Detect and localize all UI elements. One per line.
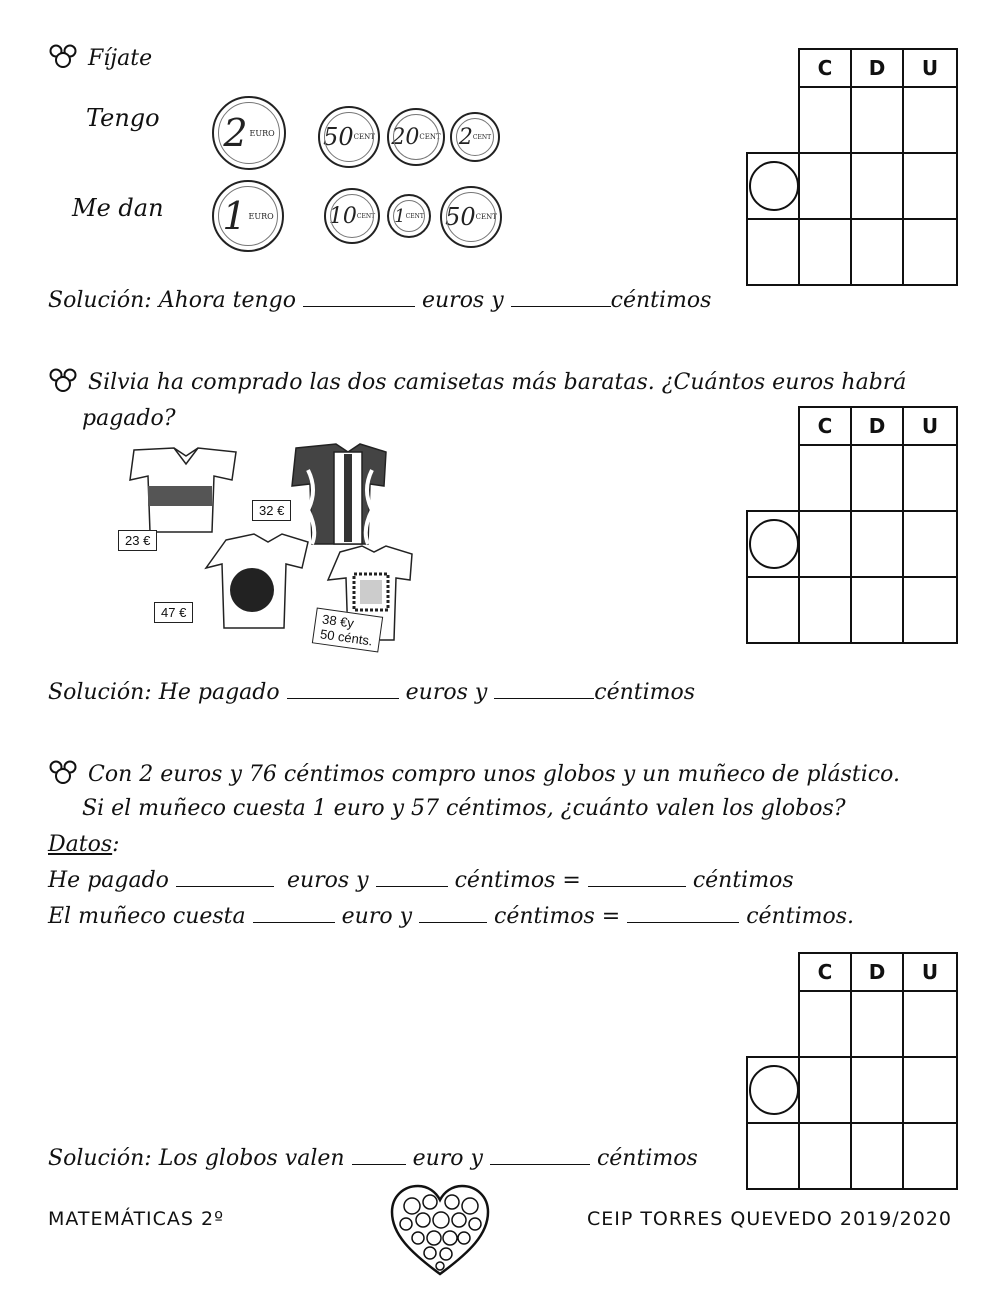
grid-cell[interactable]	[850, 990, 904, 1058]
tshirt-dark	[292, 444, 386, 544]
price-tag-47: 47 €	[154, 602, 193, 623]
answer-euros-blank[interactable]	[287, 680, 399, 699]
coin-1-euro	[212, 180, 284, 252]
grid-cell[interactable]	[902, 576, 958, 644]
grid-header-u: U	[902, 406, 958, 446]
answer-euros-blank[interactable]	[352, 1146, 406, 1165]
paid-total-cents-blank[interactable]	[588, 868, 686, 887]
datos-line-2	[48, 904, 854, 929]
coin-2-cent	[450, 112, 500, 162]
place-value-grid-2	[746, 406, 958, 644]
coin-value: 1	[394, 205, 406, 227]
grid-header-c: C	[798, 406, 852, 446]
datos-line-text: céntimos.	[746, 904, 854, 929]
grid-cell[interactable]	[850, 576, 904, 644]
coin-unit: CENT	[472, 133, 492, 141]
coin-unit: CENT	[475, 213, 497, 221]
ex3-question-line1	[48, 760, 900, 787]
doll-cents-blank[interactable]	[419, 904, 487, 923]
medan-label: Me dan	[72, 194, 164, 222]
grid-header-u: U	[902, 48, 958, 88]
price-tag-23: 23 €	[118, 530, 157, 551]
grid-cell[interactable]	[850, 444, 904, 512]
coin-10-cent	[324, 188, 380, 244]
ex1-solution	[48, 288, 711, 313]
mouse-ears-icon	[48, 368, 78, 392]
coin-value: 2	[223, 111, 248, 155]
grid-cell[interactable]	[798, 990, 852, 1058]
coin-value: 2	[458, 124, 473, 150]
grid-cell[interactable]	[902, 1122, 958, 1190]
ex1-title-line	[48, 44, 152, 71]
coin-unit: EURO	[249, 128, 275, 138]
grid-header-u: U	[902, 952, 958, 992]
coin-value: 50	[445, 203, 476, 231]
mouse-ears-icon	[48, 44, 78, 68]
datos-line-text: céntimos =	[494, 904, 621, 929]
price-tag-euros: 38 €y	[321, 611, 355, 631]
datos-label: Datos	[48, 832, 113, 857]
coin-unit: CENT	[356, 212, 376, 220]
doll-total-cents-blank[interactable]	[627, 904, 739, 923]
tshirt-circle	[206, 534, 308, 628]
mouse-ears-icon	[48, 760, 78, 784]
grid-cell[interactable]	[850, 86, 904, 154]
place-value-grid-1	[746, 48, 958, 286]
paid-cents-blank[interactable]	[376, 868, 448, 887]
solution-prefix: Solución: Los globos valen	[48, 1146, 345, 1171]
grid-cell[interactable]	[850, 1056, 904, 1124]
grid-cell[interactable]	[902, 510, 958, 578]
grid-cell[interactable]	[798, 444, 852, 512]
ex2-solution	[48, 680, 695, 705]
grid-cell[interactable]	[902, 86, 958, 154]
coin-20-cent	[387, 108, 445, 166]
grid-cell[interactable]	[746, 576, 800, 644]
carry-cell[interactable]	[746, 152, 800, 220]
coin-unit: CENT	[419, 133, 441, 141]
answer-cents-blank[interactable]	[494, 680, 594, 699]
grid-header-d: D	[850, 952, 904, 992]
grid-cell[interactable]	[798, 1122, 852, 1190]
carry-cell[interactable]	[746, 510, 800, 578]
ex3-question-text: Con 2 euros y 76 céntimos compro unos globos y un muñeco de plástico.	[88, 762, 900, 787]
grid-cell[interactable]	[902, 444, 958, 512]
heart-icon	[390, 1182, 490, 1278]
grid-cell[interactable]	[746, 1122, 800, 1190]
tshirt-striped	[130, 448, 236, 532]
solution-suffix: céntimos	[596, 1146, 698, 1171]
carry-cell[interactable]	[746, 1056, 800, 1124]
solution-prefix: Solución: Ahora tengo	[48, 288, 296, 313]
grid-cell[interactable]	[902, 1056, 958, 1124]
footer-school: CEIP TORRES QUEVEDO 2019/2020	[586, 1208, 952, 1230]
coin-1-cent	[387, 194, 431, 238]
carry-circle	[749, 1065, 799, 1115]
price-tag-32: 32 €	[252, 500, 291, 521]
grid-cell[interactable]	[798, 86, 852, 154]
answer-cents-blank[interactable]	[490, 1146, 590, 1165]
datos-line-text: céntimos	[692, 868, 794, 893]
doll-euros-blank[interactable]	[253, 904, 335, 923]
coin-value: 50	[323, 123, 354, 151]
grid-cell[interactable]	[746, 218, 800, 286]
ex2-question-line2: pagado?	[82, 406, 176, 431]
grid-cell[interactable]	[850, 152, 904, 220]
ex1-title: Fíjate	[88, 46, 153, 71]
datos-line-text: céntimos =	[454, 868, 581, 893]
grid-cell[interactable]	[902, 152, 958, 220]
ex3-solution	[48, 1146, 698, 1171]
ex2-question-text: Silvia ha comprado las dos camisetas más baratas. ¿Cuántos euros habrá	[88, 370, 907, 395]
solution-prefix: Solución: He pagado	[48, 680, 280, 705]
answer-cents-blank[interactable]	[511, 288, 611, 307]
grid-header-c: C	[798, 952, 852, 992]
grid-cell[interactable]	[798, 1056, 852, 1124]
coin-value: 1	[222, 194, 247, 238]
grid-header-d: D	[850, 48, 904, 88]
grid-cell[interactable]	[902, 990, 958, 1058]
grid-cell[interactable]	[902, 218, 958, 286]
grid-cell[interactable]	[850, 1122, 904, 1190]
coin-value: 10	[328, 203, 357, 229]
tengo-label: Tengo	[86, 104, 160, 132]
datos-colon: :	[112, 832, 120, 857]
datos-line-text: euro y	[341, 904, 412, 929]
ex3-question-line2: Si el muñeco cuesta 1 euro y 57 céntimos, ¿cuánto valen los globos?	[82, 796, 846, 821]
solution-mid: euro y	[412, 1146, 483, 1171]
tshirts-illustration	[86, 440, 446, 670]
carry-circle	[749, 161, 799, 211]
solution-suffix: céntimos	[594, 680, 696, 705]
grid-cell[interactable]	[798, 576, 852, 644]
datos-heading	[48, 832, 120, 857]
grid-cell[interactable]	[850, 510, 904, 578]
grid-cell[interactable]	[798, 152, 852, 220]
coin-unit: CENT	[405, 212, 424, 220]
coin-50-cent	[318, 106, 380, 168]
price-tag-cents: 50 cénts.	[319, 626, 374, 649]
carry-circle	[749, 519, 799, 569]
solution-suffix: céntimos	[610, 288, 712, 313]
ex2-question-line1	[48, 368, 906, 395]
coin-unit: CENT	[353, 133, 375, 141]
grid-header-d: D	[850, 406, 904, 446]
place-value-grid-3	[746, 952, 958, 1190]
coin-50-cent-b	[440, 186, 502, 248]
grid-header-c: C	[798, 48, 852, 88]
coin-value: 20	[391, 124, 420, 150]
coin-unit: EURO	[248, 211, 274, 221]
solution-mid: euros y	[421, 288, 504, 313]
answer-euros-blank[interactable]	[303, 288, 415, 307]
grid-cell[interactable]	[850, 218, 904, 286]
datos-line-text: euros y	[286, 868, 369, 893]
coin-2-euro	[212, 96, 286, 170]
paid-euros-blank[interactable]	[176, 868, 274, 887]
datos-line-1	[48, 868, 794, 893]
solution-mid: euros y	[405, 680, 488, 705]
grid-cell[interactable]	[798, 218, 852, 286]
datos-line-text: He pagado	[48, 868, 169, 893]
grid-cell[interactable]	[798, 510, 852, 578]
footer-subject: MATEMÁTICAS 2º	[48, 1208, 225, 1230]
datos-line-text: El muñeco cuesta	[48, 904, 246, 929]
